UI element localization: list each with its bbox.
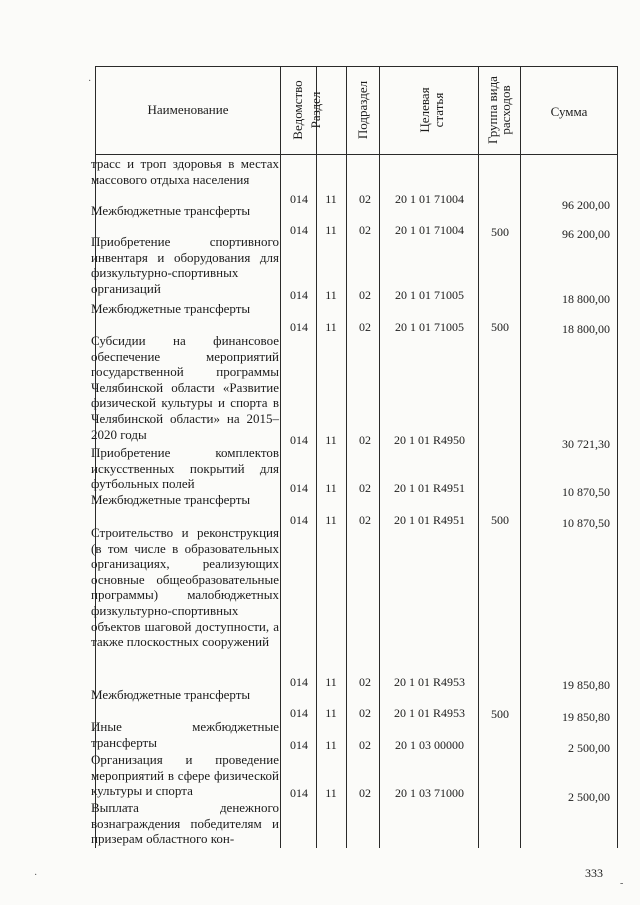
cell-vedomstvo: 014	[290, 320, 308, 334]
row-name: Межбюджетные трансферты	[91, 203, 251, 218]
col-divider	[316, 66, 317, 848]
cell-summa: 19 850,80	[562, 678, 610, 692]
cell-celevaya: 20 1 01 R4953	[393, 675, 465, 689]
cell-summa: 96 200,00	[562, 198, 610, 212]
table-border-right	[617, 66, 618, 848]
cell-razdel: 11	[325, 675, 337, 689]
cell-celevaya: 20 1 01 71005	[395, 288, 464, 302]
cell-summa: 96 200,00	[562, 227, 610, 241]
cell-summa: 10 870,50	[562, 516, 610, 530]
cell-celevaya: 20 1 01 R4950	[393, 433, 465, 447]
cell-podrazdel: 02	[359, 513, 371, 527]
cell-podrazdel: 02	[359, 192, 371, 206]
row-name: трасс и троп здоровья в местах массового отдыха населения	[91, 156, 279, 187]
scan-speck: ·	[34, 870, 38, 881]
cell-razdel: 11	[325, 706, 337, 720]
cell-summa: 18 800,00	[562, 322, 610, 336]
cell-vedomstvo: 014	[290, 192, 308, 206]
cell-celevaya: 20 1 03 00000	[395, 738, 464, 752]
scan-speck: -	[620, 878, 624, 889]
row-name: Приобретение спортивного инвентаря и оборудования для физкультурно-спортивных организаций	[91, 234, 279, 296]
cell-vedomstvo: 014	[290, 481, 308, 495]
cell-razdel: 11	[325, 223, 337, 237]
cell-celevaya: 20 1 03 71000	[395, 786, 464, 800]
row-name: Межбюджетные трансферты	[91, 687, 251, 702]
row-name: Иные межбюджетные трансферты	[91, 719, 279, 750]
header-razdel: Раздел	[308, 91, 323, 129]
cell-gruppa: 500	[491, 707, 509, 721]
cell-podrazdel: 02	[359, 738, 371, 752]
header-name: Наименование	[147, 102, 229, 117]
cell-vedomstvo: 014	[290, 706, 308, 720]
row-name: Выплата денежного вознаграждения победителям и призерам областного кон-	[91, 800, 279, 847]
cell-podrazdel: 02	[359, 223, 371, 237]
cell-razdel: 11	[325, 192, 337, 206]
cell-vedomstvo: 014	[290, 786, 308, 800]
page-number: 333	[585, 866, 603, 880]
row-name: Межбюджетные трансферты	[91, 492, 251, 507]
row-name: Строительство и реконструкция (в том числе в образовательных организациях, реализующих основные общеобразовательные программы) малобюджетных физкультурно-спортивных объектов шаговой доступности, а также плоскостных сооружений	[91, 525, 279, 650]
cell-vedomstvo: 014	[290, 513, 308, 527]
cell-gruppa: 500	[491, 225, 509, 239]
cell-summa: 18 800,00	[562, 292, 610, 306]
cell-celevaya: 20 1 01 71005	[395, 320, 464, 334]
col-divider	[280, 66, 281, 848]
cell-celevaya: 20 1 01 71004	[395, 223, 464, 237]
cell-gruppa: 500	[491, 513, 509, 527]
cell-vedomstvo: 014	[290, 288, 308, 302]
cell-razdel: 11	[325, 513, 337, 527]
cell-razdel: 11	[325, 288, 337, 302]
cell-razdel: 11	[325, 738, 337, 752]
row-name: Приобретение комплектов искусственных покрытий для футбольных полей	[91, 445, 279, 492]
cell-razdel: 11	[325, 786, 337, 800]
cell-summa: 30 721,30	[562, 437, 610, 451]
row-name: Организация и проведение мероприятий в сфере физической культуры и спорта	[91, 752, 279, 799]
header-gruppa-1: Группа вида	[485, 76, 500, 144]
cell-celevaya: 20 1 01 R4951	[393, 481, 465, 495]
cell-podrazdel: 02	[359, 706, 371, 720]
header-summa: Сумма	[550, 104, 588, 119]
header-vedomstvo: Ведомство	[290, 80, 305, 140]
col-divider	[520, 66, 521, 848]
cell-podrazdel: 02	[359, 675, 371, 689]
cell-summa: 2 500,00	[568, 790, 610, 804]
row-name: Межбюджетные трансферты	[91, 301, 251, 316]
cell-summa: 2 500,00	[568, 741, 610, 755]
header-celevaya-1: Целевая	[417, 87, 432, 133]
cell-gruppa: 500	[491, 320, 509, 334]
cell-razdel: 11	[325, 433, 337, 447]
scan-speck: ·	[88, 76, 92, 87]
cell-podrazdel: 02	[359, 481, 371, 495]
col-divider	[478, 66, 479, 848]
col-divider	[379, 66, 380, 848]
cell-razdel: 11	[325, 481, 337, 495]
cell-podrazdel: 02	[359, 433, 371, 447]
cell-celevaya: 20 1 01 R4953	[393, 706, 465, 720]
header-celevaya-2: статья	[431, 92, 446, 128]
row-name: Субсидии на финансовое обеспечение мероприятий государственной программы Челябинской области «Развитие физической культуры и спорта в Челябинской области» на 2015–2020 годы	[91, 333, 279, 442]
cell-vedomstvo: 014	[290, 223, 308, 237]
cell-podrazdel: 02	[359, 786, 371, 800]
cell-summa: 10 870,50	[562, 485, 610, 499]
header-podrazdel: Подраздел	[355, 80, 370, 140]
header-gruppa-2: расходов	[498, 85, 513, 135]
cell-podrazdel: 02	[359, 288, 371, 302]
cell-vedomstvo: 014	[290, 675, 308, 689]
cell-celevaya: 20 1 01 71004	[395, 192, 464, 206]
cell-vedomstvo: 014	[290, 738, 308, 752]
cell-summa: 19 850,80	[562, 710, 610, 724]
cell-podrazdel: 02	[359, 320, 371, 334]
col-divider	[346, 66, 347, 848]
cell-celevaya: 20 1 01 R4951	[393, 513, 465, 527]
cell-vedomstvo: 014	[290, 433, 308, 447]
cell-razdel: 11	[325, 320, 337, 334]
